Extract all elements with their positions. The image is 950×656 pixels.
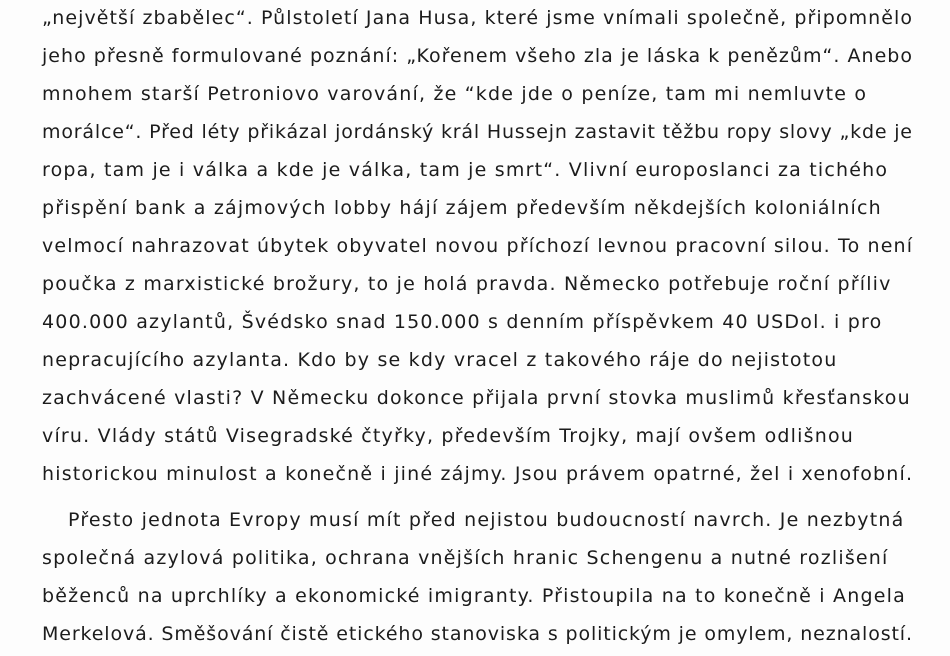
text-line: běženců na uprchlíky a ekonomické imigranty. Přistoupila na to konečně i Angela [42, 585, 906, 607]
text-line: přispění bank a zájmových lobby hájí zájem především někdejších koloniálních [42, 197, 882, 219]
text-line: zachvácené vlasti? V Německu dokonce přijala první stovka muslimů křesťanskou [42, 387, 911, 409]
text-line: jeho přesně formulované poznání: „Kořenem všeho zla je láska k penězům“. Anebo [42, 45, 914, 67]
text-line: víru. Vlády států Visegradské čtyřky, především Trojky, mají ovšem odlišnou [42, 425, 855, 447]
text-line: „největší zbabělec“. Půlstoletí Jana Husa, které jsme vnímali společně, připomnělo [42, 7, 914, 29]
text-line: ropa, tam je i válka a kde je válka, tam je smrt“. Vlivní europoslanci za tichého [42, 159, 889, 181]
text-line: Přesto jednota Evropy musí mít před nejistou budoucností navrch. Je nezbytná [68, 509, 905, 531]
text-line: velmocí nahrazovat úbytek obyvatel novou příchozí levnou pracovní silou. To není [42, 235, 914, 257]
text-line: nepracujícího azylanta. Kdo by se kdy vracel z takového ráje do nejistotou [42, 349, 838, 371]
text-line: historickou minulost a konečně i jiné zájmy. Jsou právem opatrné, žel i xenofobní. [42, 463, 914, 485]
text-line: Merkelová. Směšování čistě etického stanoviska s politickým je omylem, neznalostí. [42, 623, 913, 645]
text-line: morálce“. Před léty přikázal jordánský král Hussejn zastavit těžbu ropy slovy „kde je [42, 121, 913, 143]
text-line: společná azylová politika, ochrana vnějších hranic Schengenu a nutné rozlišení [42, 547, 889, 569]
text-line: mnohem starší Petroniovo varování, že “kde jde o peníze, tam mi nemluvte o [42, 83, 868, 105]
text-line: 400.000 azylantů, Švédsko snad 150.000 s denním příspěvkem 40 USDol. i pro [42, 311, 883, 333]
text-line: poučka z marxistické brožury, to je holá pravda. Německo potřebuje roční příliv [42, 273, 892, 295]
